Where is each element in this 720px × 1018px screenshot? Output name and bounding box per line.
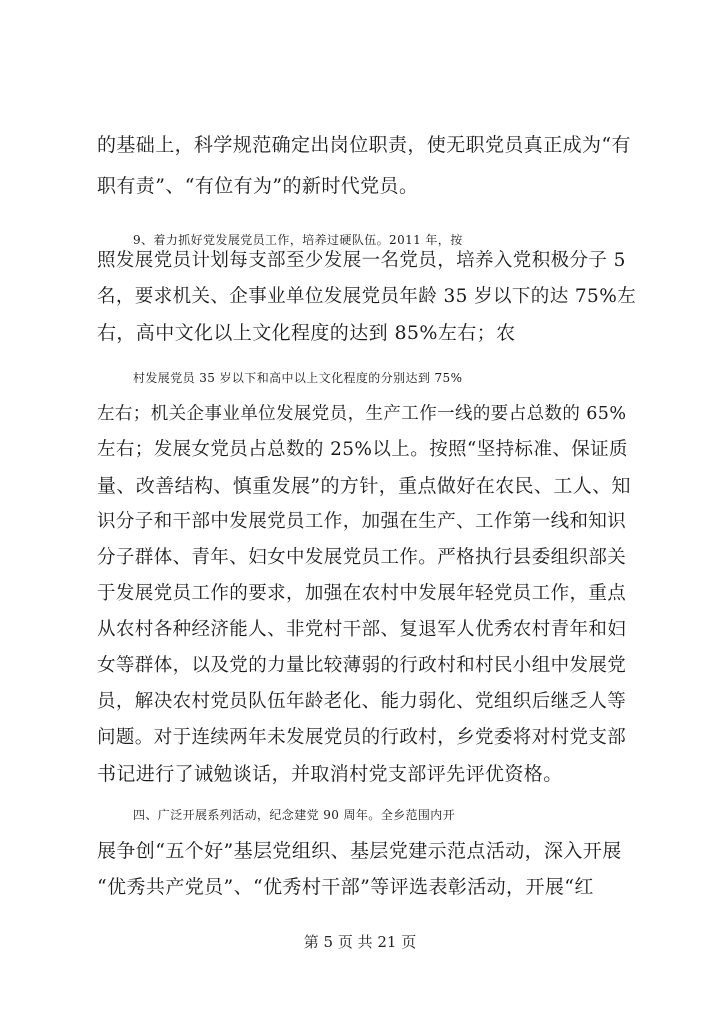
text-line: 职有责”、“有位有为”的新时代党员。 xyxy=(97,175,419,197)
text-line: 问题。对于连续两年未发展党员的行政村，乡党委将对村党支部 xyxy=(97,727,627,748)
text-line: 于发展党员工作的要求，加强在农村中发展年轻党员工作，重点 xyxy=(97,583,627,604)
text-line: 员，解决农村党员队伍年龄老化、能力弱化、党组织后继乏人等 xyxy=(97,691,627,712)
text-line: 女等群体，以及党的力量比较薄弱的行政村和村民小组中发展党 xyxy=(97,655,627,676)
text-line: 左右；机关企事业单位发展党员，生产工作一线的要占总数的 65% xyxy=(97,404,627,424)
text-line: 左右；发展女党员占总数的 25%以上。按照“坚持标准、保证质 xyxy=(97,439,628,460)
page-number-footer: 第 5 页 共 21 页 xyxy=(303,933,417,951)
text-line: 名，要求机关、企事业单位发展党员年龄 35 岁以下的达 75%左 xyxy=(97,286,637,307)
text-line: 右，高中文化以上文化程度的达到 85%左右；农 xyxy=(97,322,516,344)
text-line: 四、广泛开展系列活动，纪念建党 90 周年。全乡范围内开 xyxy=(133,808,456,822)
text-line: 的基础上，科学规范确定出岗位职责，使无职党员真正成为“有 xyxy=(97,134,631,156)
text-line: 量、改善结构、慎重发展”的方针，重点做好在农民、工人、知 xyxy=(97,475,631,497)
text-line: 识分子和干部中发展党员工作，加强在生产、工作第一线和知识 xyxy=(97,511,627,532)
text-line: 照发展党员计划每支部至少发展一名党员，培养入党积极分子 5 xyxy=(97,250,626,271)
text-line: 从农村各种经济能人、非党村干部、复退军人优秀农村青年和妇 xyxy=(97,619,627,640)
text-line: 村发展党员 35 岁以下和高中以上文化程度的分别达到 75% xyxy=(133,371,463,385)
text-line: 书记进行了诫勉谈话，并取消村党支部评先评优资格。 xyxy=(97,763,563,785)
text-line: 展争创“五个好”基层党组织、基层党建示范点活动，深入开展 xyxy=(97,840,622,862)
text-line: 9、着力抓好党发展党员工作，培养过硬队伍。2011 年，按 xyxy=(133,233,463,247)
text-line: “优秀共产党员”、“优秀村干部”等评选表彰活动，开展“红 xyxy=(97,876,594,898)
text-line: 分子群体、青年、妇女中发展党员工作。严格执行县委组织部关 xyxy=(97,547,627,568)
